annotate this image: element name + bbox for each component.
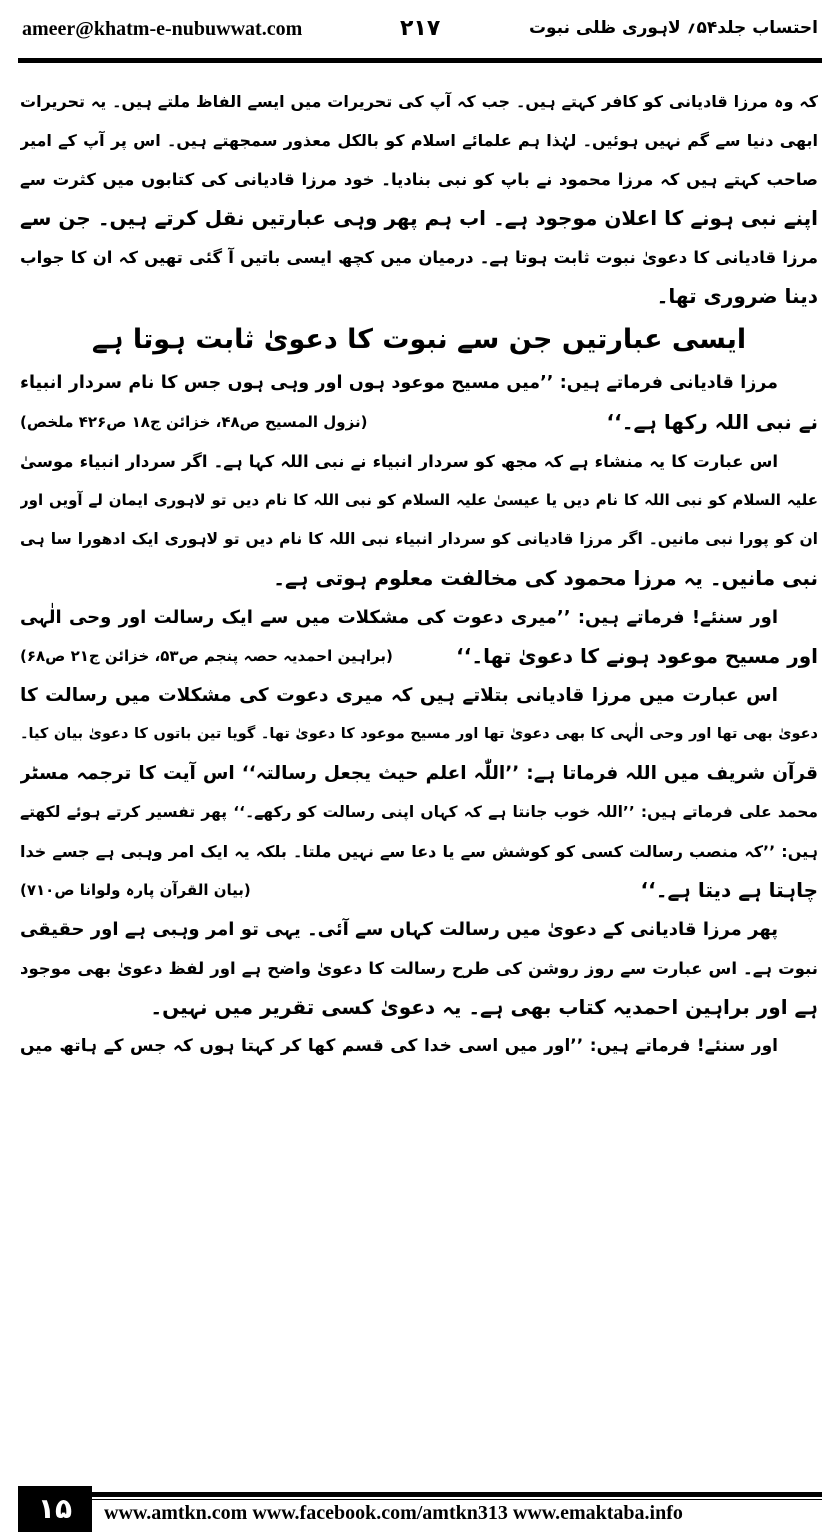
text-line: ان کو پورا نبی مانیں۔ اگر مرزا قادیانی کو سردار انبیاء نبی اللہ کا نام دیں تو لاہوری ایک ادھورا سا ہی xyxy=(20,530,818,548)
text-line: پھر مرزا قادیانی کے دعویٰ میں رسالت کہاں سے آئی۔ یہی تو امر وہبی ہے اور حقیقی xyxy=(20,919,778,940)
reference: (براہین احمدیہ حصہ پنجم ص۵۳، خزائن ج۲۱ ص۶۸) xyxy=(20,647,393,665)
section-heading: ایسی عبارتیں جن سے نبوت کا دعویٰ ثابت ہوتا ہے xyxy=(91,324,747,355)
quote-end: چاہتا ہے دیتا ہے۔‘‘ xyxy=(640,878,818,902)
text-line: کہ وہ مرزا قادیانی کو کافر کہتے ہیں۔ جب کہ آپ کی تحریرات میں ایسے الفاظ ملتے ہیں۔ یہ تحریرات xyxy=(20,92,818,111)
quote-end-line xyxy=(20,403,818,442)
footer-links: www.amtkn.com www.facebook.com/amtkn313 www.emaktaba.info xyxy=(104,1502,683,1524)
quote-line: اور سنئے! فرماتے ہیں: ’’میری دعوت کی مشکلات میں سے ایک رسالت اور وحی الٰہی xyxy=(20,607,778,628)
text-line: علیہ السلام کو نبی اللہ کا نام دیں یا عیسیٰ علیہ السلام کو نبی اللہ کا نام دیں تو لاہوری ایمان لے آویں اور xyxy=(20,491,818,509)
reference: (نزول المسیح ص۴۸، خزائن ج۱۸ ص۴۲۶ ملخص) xyxy=(20,413,368,431)
text-line: محمد علی فرماتے ہیں: ’’اللہ خوب جانتا ہے کہ کہاں اپنی رسالت کو رکھے۔‘‘ پھر تفسیر کرتے ہوئے لکھتے xyxy=(20,803,818,821)
quote-end: اور مسیح موعود ہونے کا دعویٰ تھا۔‘‘ xyxy=(456,644,818,668)
footer-rule-thin xyxy=(92,1499,822,1500)
footer-rule xyxy=(92,1492,822,1497)
header-email: ameer@khatm-e-nubuwwat.com xyxy=(22,18,303,40)
page-body xyxy=(20,82,818,1462)
quote-end: نے نبی اللہ رکھا ہے۔‘‘ xyxy=(606,410,818,434)
text-line: اپنے نبی ہونے کا اعلان موجود ہے۔ اب ہم پھر وہی عبارتیں نقل کرتے ہیں۔ جن سے xyxy=(20,206,818,230)
text-line: نبی مانیں۔ یہ مرزا محمود کی مخالفت معلوم ہوتی ہے۔ xyxy=(273,566,818,590)
header-rule xyxy=(18,58,822,63)
header-page-number: ۲۱۷ xyxy=(400,16,441,41)
running-title: احتساب جلد۵۴؍ لاہوری ظلی نبوت xyxy=(528,18,818,38)
text-line: نبوت ہے۔ اس عبارت سے روز روشن کی طرح رسالت کا دعویٰ واضح ہے اور لفظ دعویٰ بھی موجود xyxy=(20,959,818,978)
text-line: اور سنئے! فرماتے ہیں: ’’اور میں اسی خدا کی قسم کھا کر کہتا ہوں کہ جس کے ہاتھ میں xyxy=(20,1036,778,1056)
quote-end-line xyxy=(20,871,818,910)
text-line: دینا ضروری تھا۔ xyxy=(656,284,818,308)
text-line: ابھی دنیا سے گم نہیں ہوئیں۔ لہٰذا ہم علمائے اسلام کو بالکل معذور سمجھتے ہیں۔ اس پر آپ کے امیر xyxy=(20,131,818,150)
reference: (بیان القرآن پارہ ولوانا ص۷۱۰) xyxy=(20,881,251,899)
text-line: اس عبارت کا یہ منشاء ہے کہ مجھ کو سردار انبیاء نے نبی اللہ کہا ہے۔ اگر سردار انبیاء موسیٰ xyxy=(20,452,778,471)
text-line: اس عبارت میں مرزا قادیانی بتلاتے ہیں کہ میری دعوت کی مشکلات میں رسالت کا xyxy=(20,685,778,706)
quote-end-line xyxy=(20,637,818,676)
text-line: صاحب کہتے ہیں کہ مرزا محمود نے باپ کو نبی بنادیا۔ خود مرزا قادیانی کی کتابوں میں کثرت سے xyxy=(20,170,818,189)
text-line: مرزا قادیانی کا دعویٰ نبوت ثابت ہوتا ہے۔ درمیان میں کچھ ایسی باتیں آ گئی تھیں کہ ان کا جواب xyxy=(20,248,818,267)
text-line: قرآن شریف میں اللہ فرماتا ہے: ’’اللّٰہ اعلم حیث یجعل رسالتہ‘‘ اس آیت کا ترجمہ مسٹر xyxy=(20,763,818,784)
text-line: ہے اور براہین احمدیہ کتاب بھی ہے۔ یہ دعویٰ کسی تقریر میں نہیں۔ xyxy=(150,995,818,1019)
text-line: دعویٰ بھی تھا اور وحی الٰہی کا بھی دعویٰ تھا اور مسیح موعود کا دعویٰ تھا۔ گویا تین باتوں کا دعویٰ بیان کیا۔ xyxy=(20,726,818,742)
page-header xyxy=(18,8,822,48)
page-footer xyxy=(18,1486,822,1532)
text-line: ہیں: ’’کہ منصب رسالت کسی کو کوشش سے یا دعا سے نہیں ملتا۔ بلکہ یہ ایک امر وہبی ہے جسے خدا xyxy=(20,842,818,861)
quote-line: مرزا قادیانی فرماتے ہیں: ’’میں مسیح موعود ہوں اور وہی ہوں جس کا نام سردار انبیاء xyxy=(20,373,778,393)
footer-page-number: ۱۵ xyxy=(18,1486,92,1532)
